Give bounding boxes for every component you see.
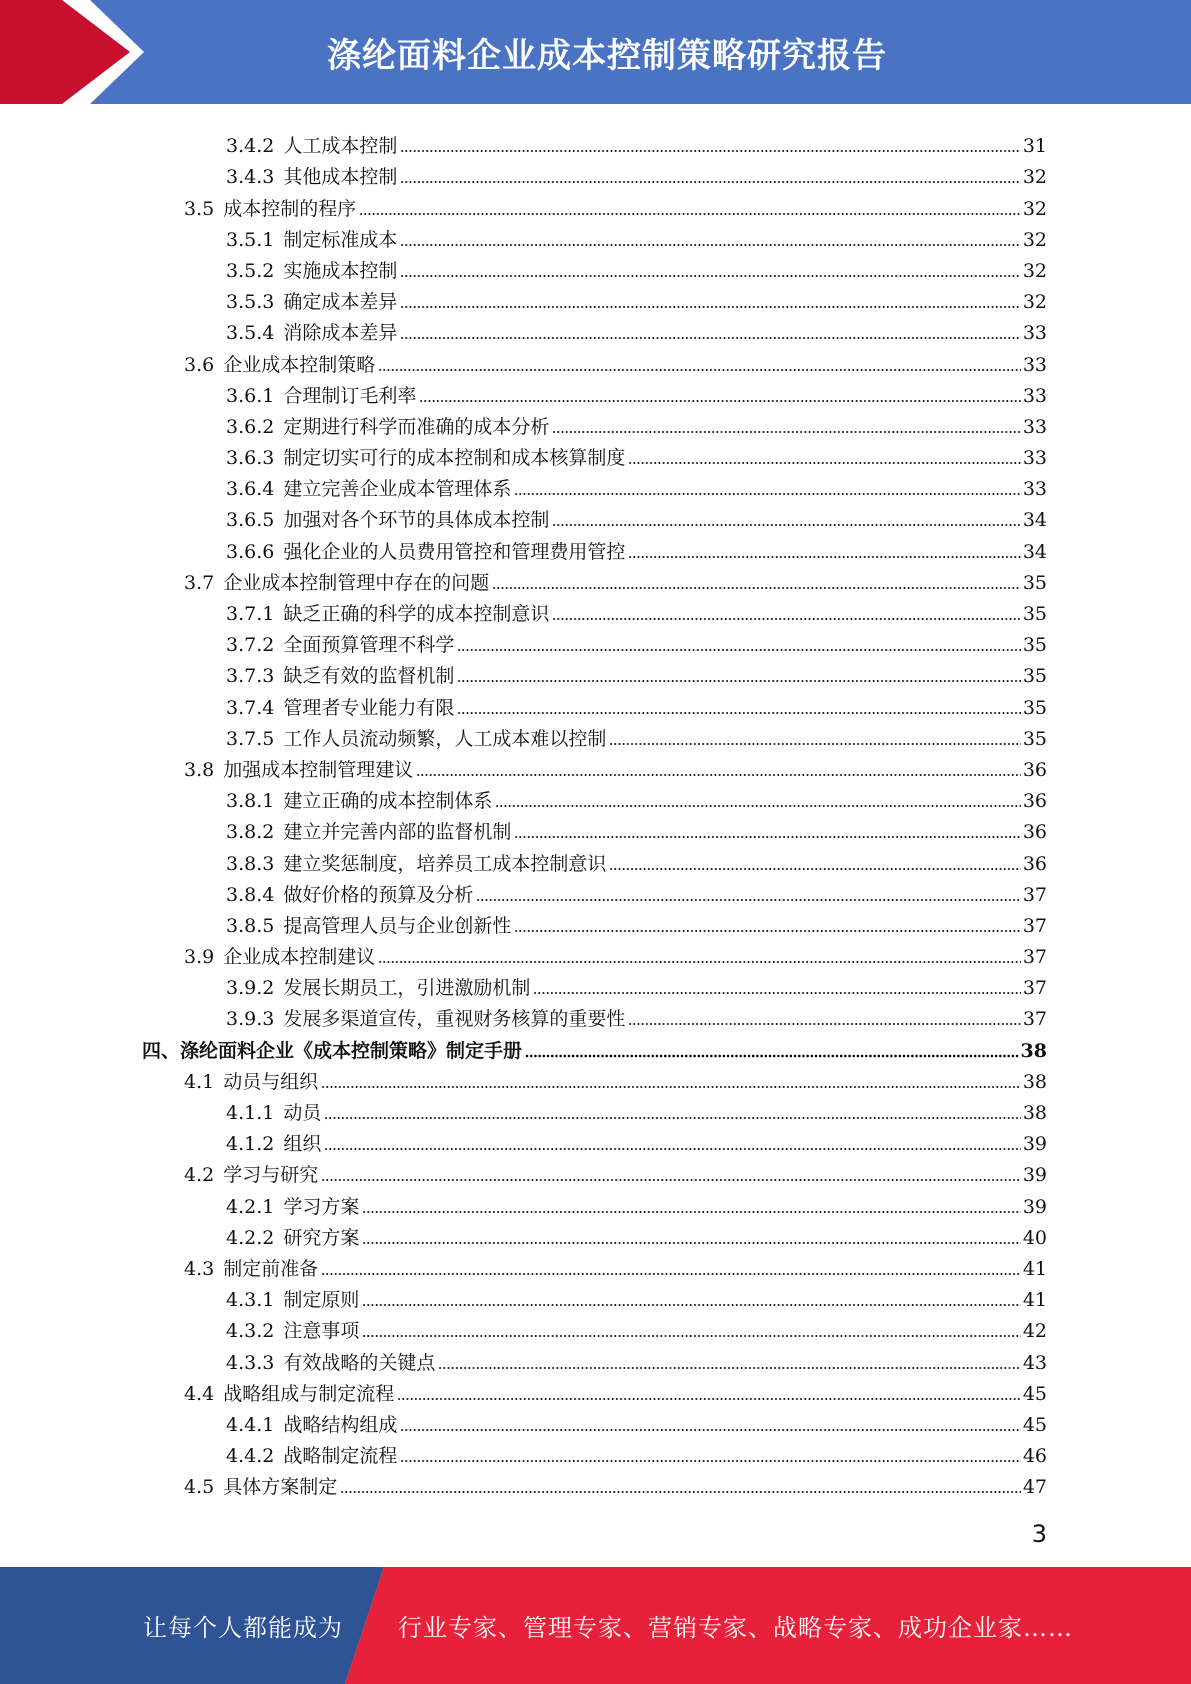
toc-entry-page: 45	[1022, 1382, 1047, 1405]
toc-entry-number: 3.8.1	[226, 790, 275, 813]
toc-entry-number: 3.5.2	[226, 259, 275, 282]
toc-entry-page: 33	[1022, 478, 1047, 501]
toc-entry[interactable]	[0, 1187, 1191, 1218]
toc-entry-number: 3.8.4	[226, 883, 275, 906]
toc-dot-leader	[397, 1397, 1021, 1401]
toc-entry-page: 36	[1022, 852, 1047, 875]
toc-entry[interactable]	[0, 1250, 1191, 1281]
toc-entry-page: 36	[1022, 758, 1047, 781]
toc-entry-title: 提高管理人员与企业创新性	[283, 914, 512, 937]
toc-entry-title: 制定前准备	[223, 1257, 319, 1280]
toc-entry-page: 35	[1022, 634, 1047, 657]
toc-entry[interactable]	[0, 844, 1191, 875]
toc-entry-page: 38	[1022, 1102, 1047, 1124]
toc-entry[interactable]	[0, 345, 1191, 376]
toc-entry-title: 制定标准成本	[283, 228, 398, 251]
toc-dot-leader	[492, 586, 1021, 590]
toc-entry[interactable]	[0, 221, 1191, 252]
toc-dot-leader	[340, 1490, 1021, 1494]
toc-entry-page: 35	[1022, 603, 1047, 625]
toc-entry[interactable]	[0, 252, 1191, 283]
toc-entry-title: 战略制定流程	[283, 1445, 398, 1468]
toc-entry-number: 3.7.4	[226, 696, 275, 719]
toc-dot-leader	[457, 648, 1020, 652]
toc-entry[interactable]	[0, 1125, 1191, 1156]
toc-dot-leader	[628, 461, 1020, 465]
toc-dot-leader	[419, 399, 1020, 403]
toc-dot-leader	[495, 804, 1020, 808]
toc-entry[interactable]	[0, 1031, 1191, 1062]
toc-dot-leader	[400, 180, 1020, 184]
toc-entry-number: 3.6.5	[226, 509, 275, 532]
toc-entry[interactable]	[0, 688, 1191, 719]
toc-entry-number: 3.9.3	[226, 1008, 275, 1031]
toc-entry-title: 成本控制的程序	[223, 197, 357, 220]
toc-entry-page: 42	[1022, 1320, 1047, 1343]
document-title: 涤纶面料企业成本控制策略研究报告	[327, 35, 887, 76]
toc-dot-leader	[552, 523, 1020, 527]
toc-entry-title: 涤纶面料企业《成本控制策略》制定手册	[180, 1039, 523, 1062]
toc-entry-number: 3.6	[184, 353, 215, 376]
toc-dot-leader	[628, 1022, 1020, 1026]
toc-entry[interactable]	[0, 1063, 1191, 1094]
toc-dot-leader	[476, 898, 1020, 902]
toc-entry-title: 动员与组织	[223, 1070, 319, 1093]
toc-entry-number: 4.1.2	[226, 1133, 275, 1156]
toc-entry-title: 组织	[283, 1133, 322, 1156]
toc-entry-page: 40	[1022, 1226, 1047, 1249]
toc-entry-page: 32	[1022, 259, 1047, 282]
toc-entry-title: 企业成本控制建议	[223, 946, 376, 969]
toc-entry-number: 四、	[142, 1039, 181, 1062]
toc-entry[interactable]	[0, 408, 1191, 439]
toc-entry-number: 4.3.1	[226, 1289, 275, 1312]
toc-entry-number: 3.8.3	[226, 852, 275, 875]
toc-entry-number: 3.7.3	[226, 665, 275, 688]
toc-dot-leader	[609, 867, 1020, 871]
toc-dot-leader	[416, 773, 1021, 777]
footer-slogan-left: 让每个人都能成为	[143, 1614, 343, 1642]
toc-dot-leader	[359, 212, 1021, 216]
toc-dot-leader	[552, 430, 1020, 434]
toc-entry-title: 建立完善企业成本管理体系	[283, 478, 512, 501]
toc-entry-title: 建立正确的成本控制体系	[283, 790, 493, 813]
toc-dot-leader	[609, 742, 1020, 746]
toc-entry-number: 3.7.1	[226, 603, 275, 625]
toc-entry-page: 45	[1022, 1413, 1047, 1436]
toc-entry-title: 缺乏有效的监督机制	[283, 665, 455, 688]
toc-entry-title: 战略组成与制定流程	[223, 1382, 395, 1405]
toc-entry-page: 37	[1022, 883, 1047, 906]
toc-entry-number: 3.6.3	[226, 447, 275, 470]
toc-entry-title: 制定切实可行的成本控制和成本核算制度	[283, 447, 626, 470]
page-header	[0, 0, 1191, 110]
toc-entry[interactable]	[0, 720, 1191, 751]
toc-entry-number: 3.4.3	[226, 166, 275, 189]
toc-entry-page: 37	[1022, 946, 1047, 969]
toc-entry[interactable]	[0, 1406, 1191, 1437]
toc-entry-page: 35	[1022, 665, 1047, 688]
toc-entry-number: 3.6.4	[226, 478, 275, 501]
toc-entry[interactable]	[0, 1312, 1191, 1343]
toc-entry-number: 4.4.1	[226, 1413, 275, 1436]
toc-dot-leader	[362, 1334, 1020, 1338]
toc-dot-leader	[378, 960, 1021, 964]
toc-dot-leader	[324, 1116, 1020, 1120]
toc-entry[interactable]	[0, 189, 1191, 220]
toc-entry-title: 企业成本控制策略	[223, 353, 376, 376]
toc-entry-title: 确定成本差异	[283, 291, 398, 314]
toc-entry[interactable]	[0, 1219, 1191, 1250]
toc-entry-page: 43	[1022, 1351, 1047, 1374]
toc-entry-number: 3.9.2	[226, 977, 275, 1000]
toc-entry-title: 建立奖惩制度，培养员工成本控制意识	[283, 852, 607, 875]
toc-entry[interactable]	[0, 283, 1191, 314]
toc-entry-title: 发展多渠道宣传，重视财务核算的重要性	[283, 1008, 626, 1031]
toc-dot-leader	[378, 368, 1021, 372]
toc-entry-title: 制定原则	[283, 1289, 360, 1312]
toc-entry-page: 32	[1022, 228, 1047, 251]
toc-entry-title: 合理制订毛利率	[283, 384, 417, 407]
toc-entry-title: 消除成本差异	[283, 322, 398, 345]
toc-dot-leader	[321, 1178, 1021, 1182]
toc-entry-title: 研究方案	[283, 1226, 360, 1249]
toc-entry[interactable]	[0, 1156, 1191, 1187]
toc-entry-page: 31	[1022, 135, 1047, 158]
toc-entry-title: 具体方案制定	[223, 1476, 338, 1499]
toc-entry[interactable]	[0, 1000, 1191, 1031]
toc-entry-page: 39	[1022, 1195, 1047, 1218]
toc-entry[interactable]	[0, 876, 1191, 907]
toc-entry-page: 35	[1022, 696, 1047, 719]
toc-entry-number: 3.5.3	[226, 291, 275, 314]
toc-dot-leader	[321, 1272, 1021, 1276]
toc-entry-page: 38	[1020, 1039, 1047, 1062]
toc-dot-leader	[400, 274, 1020, 278]
toc-entry-page: 32	[1022, 197, 1047, 220]
toc-entry-page: 41	[1022, 1289, 1047, 1312]
toc-entry-page: 47	[1022, 1476, 1047, 1499]
toc-entry[interactable]	[0, 158, 1191, 189]
toc-dot-leader	[362, 1241, 1020, 1245]
toc-entry-number: 4.2.2	[226, 1226, 275, 1249]
toc-entry-number: 4.3	[184, 1257, 215, 1280]
toc-entry[interactable]	[0, 501, 1191, 532]
toc-dot-leader	[321, 1085, 1021, 1089]
toc-entry-title: 建立并完善内部的监督机制	[283, 821, 512, 844]
toc-entry-number: 4.3.3	[226, 1351, 275, 1374]
toc-entry-title: 加强成本控制管理建议	[223, 758, 414, 781]
toc-entry-title: 学习与研究	[223, 1164, 319, 1187]
toc-entry-page: 34	[1022, 509, 1047, 532]
toc-entry[interactable]	[0, 626, 1191, 657]
toc-dot-leader	[514, 929, 1020, 933]
toc-entry-page: 35	[1022, 571, 1047, 594]
toc-entry[interactable]	[0, 751, 1191, 782]
toc-dot-leader	[533, 991, 1020, 995]
toc-entry[interactable]	[0, 657, 1191, 688]
toc-entry-number: 4.5	[184, 1476, 215, 1499]
toc-dot-leader	[457, 679, 1020, 683]
toc-dot-leader	[514, 835, 1020, 839]
toc-dot-leader	[457, 711, 1020, 715]
toc-entry-number: 3.6.6	[226, 540, 275, 563]
toc-dot-leader	[400, 149, 1020, 153]
toc-entry-title: 其他成本控制	[283, 166, 398, 189]
toc-entry-number: 3.8.5	[226, 914, 275, 937]
toc-entry-number: 3.8.2	[226, 821, 275, 844]
toc-entry-page: 34	[1022, 540, 1047, 563]
toc-dot-leader	[514, 492, 1020, 496]
toc-entry[interactable]	[0, 1468, 1191, 1499]
toc-entry-number: 3.9	[184, 946, 215, 969]
toc-entry[interactable]	[0, 938, 1191, 969]
toc-entry-number: 4.1	[184, 1070, 215, 1093]
toc-entry-number: 4.4	[184, 1382, 215, 1405]
toc-entry-page: 33	[1022, 415, 1047, 438]
toc-entry-page: 41	[1022, 1257, 1047, 1280]
toc-entry[interactable]	[0, 377, 1191, 408]
toc-entry-page: 38	[1022, 1070, 1047, 1093]
toc-entry[interactable]	[0, 1375, 1191, 1406]
toc-entry[interactable]	[0, 127, 1191, 158]
toc-entry-title: 工作人员流动频繁，人工成本难以控制	[283, 727, 607, 750]
toc-entry[interactable]	[0, 439, 1191, 470]
toc-entry[interactable]	[0, 969, 1191, 1000]
toc-entry-page: 37	[1022, 977, 1047, 1000]
toc-entry-title: 有效战略的关键点	[283, 1351, 436, 1374]
toc-entry-number: 4.2	[184, 1164, 215, 1187]
toc-entry[interactable]	[0, 1437, 1191, 1468]
toc-dot-leader	[438, 1366, 1020, 1370]
toc-entry-number: 3.6.2	[226, 415, 275, 438]
toc-entry-number: 4.4.2	[226, 1445, 275, 1468]
toc-entry-title: 缺乏正确的科学的成本控制意识	[283, 603, 550, 625]
toc-dot-leader	[400, 1459, 1020, 1463]
toc-entry-page: 33	[1022, 447, 1047, 470]
toc-entry-page: 33	[1022, 322, 1047, 345]
toc-entry[interactable]	[0, 1094, 1191, 1125]
toc-entry[interactable]	[0, 564, 1191, 595]
toc-entry-page: 35	[1022, 727, 1047, 750]
toc-dot-leader	[324, 1147, 1020, 1151]
toc-dot-leader	[400, 1428, 1020, 1432]
toc-entry-title: 发展长期员工，引进激励机制	[283, 977, 531, 1000]
toc-entry-number: 3.4.2	[226, 135, 275, 158]
footer-slogan-right: 行业专家、管理专家、营销专家、战略专家、成功企业家……	[398, 1614, 1073, 1642]
toc-entry-title: 做好价格的预算及分析	[283, 883, 474, 906]
toc-dot-leader	[400, 336, 1020, 340]
toc-entry[interactable]	[0, 532, 1191, 563]
toc-entry-number: 3.5.1	[226, 228, 275, 251]
toc-entry-page: 33	[1022, 384, 1047, 407]
toc-entry-title: 强化企业的人员费用管控和管理费用管控	[283, 540, 626, 563]
toc-entry[interactable]	[0, 595, 1191, 626]
toc-entry-page: 37	[1022, 1008, 1047, 1031]
toc-entry-number: 4.2.1	[226, 1195, 275, 1218]
toc-dot-leader	[628, 555, 1020, 559]
toc-entry-title: 学习方案	[283, 1195, 360, 1218]
toc-dot-leader	[362, 1303, 1020, 1307]
toc-entry-page: 37	[1022, 914, 1047, 937]
toc-entry-page: 33	[1022, 353, 1047, 376]
toc-entry-title: 定期进行科学而准确的成本分析	[283, 415, 550, 438]
toc-entry-title: 战略结构组成	[283, 1413, 398, 1436]
page-footer	[0, 1567, 1191, 1684]
page-number: 3	[1031, 1520, 1047, 1548]
toc-entry-page: 46	[1022, 1445, 1047, 1468]
toc-entry[interactable]	[0, 314, 1191, 345]
toc-entry-page: 39	[1022, 1164, 1047, 1187]
toc-entry-title: 加强对各个环节的具体成本控制	[283, 509, 550, 532]
toc-entry[interactable]	[0, 782, 1191, 813]
toc-dot-leader	[525, 1054, 1019, 1058]
toc-entry-number: 3.7	[184, 571, 215, 594]
toc-entry-title: 人工成本控制	[283, 135, 398, 158]
toc-dot-leader	[400, 305, 1020, 309]
toc-entry-page: 36	[1022, 821, 1047, 844]
toc-entry[interactable]	[0, 813, 1191, 844]
toc-entry-number: 3.5.4	[226, 322, 275, 345]
toc-entry-title: 动员	[283, 1102, 322, 1124]
toc-entry-number: 3.5	[184, 197, 215, 220]
toc-entry[interactable]	[0, 470, 1191, 501]
toc-dot-leader	[362, 1210, 1020, 1214]
toc-entry-page: 32	[1022, 291, 1047, 314]
toc-entry-number: 3.8	[184, 758, 215, 781]
toc-entry-title: 企业成本控制管理中存在的问题	[223, 571, 490, 594]
toc-entry[interactable]	[0, 1343, 1191, 1374]
toc-entry-number: 3.6.1	[226, 384, 275, 407]
toc-entry-page: 39	[1022, 1133, 1047, 1156]
toc-entry-page: 32	[1022, 166, 1047, 189]
toc-entry-number: 4.3.2	[226, 1320, 275, 1343]
toc-entry[interactable]	[0, 1281, 1191, 1312]
toc-entry-number: 4.1.1	[226, 1102, 275, 1124]
toc-entry-title: 实施成本控制	[283, 259, 398, 282]
toc-entry[interactable]	[0, 907, 1191, 938]
toc-dot-leader	[400, 243, 1020, 247]
toc-entry-page: 36	[1022, 790, 1047, 813]
table-of-contents	[0, 127, 1191, 1499]
toc-entry-title: 管理者专业能力有限	[283, 696, 455, 719]
toc-entry-number: 3.7.2	[226, 634, 275, 657]
toc-entry-number: 3.7.5	[226, 727, 275, 750]
toc-dot-leader	[552, 617, 1020, 621]
toc-entry-title: 全面预算管理不科学	[283, 634, 455, 657]
toc-entry-title: 注意事项	[283, 1320, 360, 1343]
